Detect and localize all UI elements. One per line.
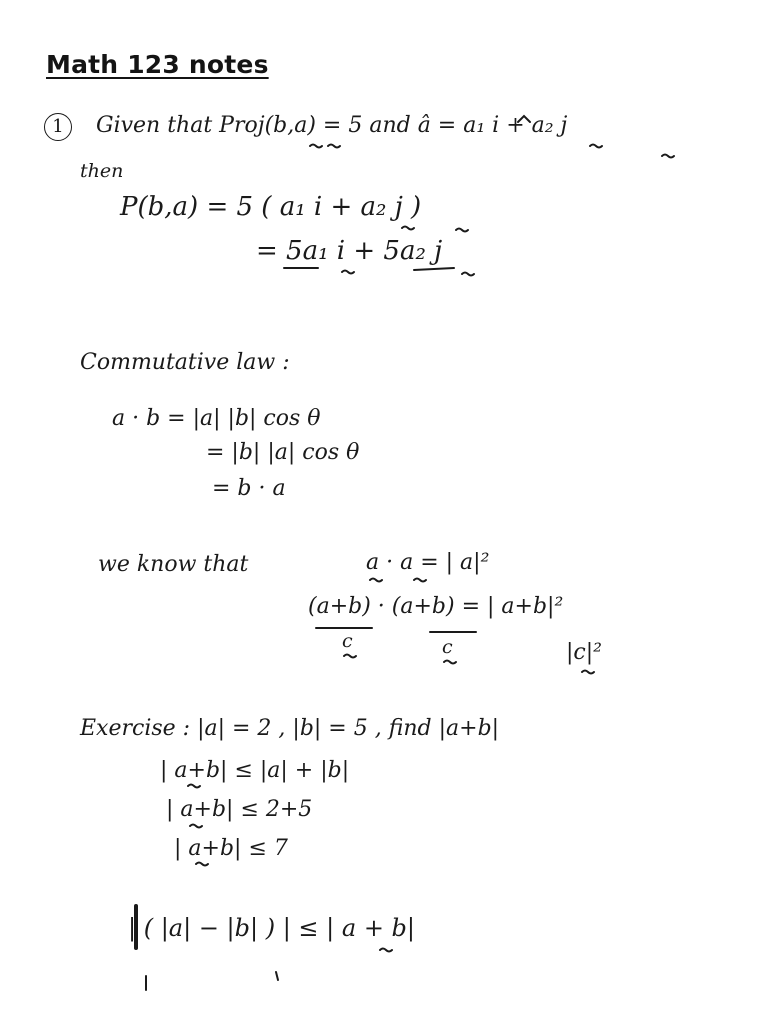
underline-5a2 (414, 268, 454, 270)
tilde-ex-1 (188, 785, 200, 788)
exercise-heading: Exercise : |a| = 2 , |b| = 5 , find |a+b| (80, 716, 500, 741)
tilde-i-step1 (402, 227, 414, 230)
tilde-ex-4 (380, 949, 392, 952)
tilde-i (590, 145, 602, 148)
exercise-line-1: | a+b| ≤ |a| + |b| (160, 758, 350, 783)
exercise-line-3: | a+b| ≤ 7 (174, 836, 288, 861)
know-c-modulus: |c|² (566, 640, 602, 665)
tilde-know-a2 (414, 579, 426, 582)
page-title: Math 123 notes (46, 50, 269, 79)
tilde-i-step2 (342, 271, 354, 274)
tilde-j (662, 155, 674, 158)
know-c-right: c (442, 636, 453, 658)
know-c-left: c (342, 630, 353, 652)
problem-step-2: = 5a₁ i + 5a₂ j (256, 236, 443, 266)
tilde-b (310, 145, 322, 148)
tilde-c-mod (582, 671, 594, 674)
commutative-line-2: = |b| |a| cos θ (206, 440, 360, 465)
problem-step-1: P(b,a) = 5 ( a₁ i + a₂ j ) (120, 192, 422, 222)
know-equation-1: a · a = | a|² (366, 550, 490, 575)
tilde-ex-3 (196, 863, 208, 866)
commutative-heading: Commutative law : (80, 350, 290, 375)
know-intro: we know that (98, 552, 249, 577)
exercise-line-2: | a+b| ≤ 2+5 (166, 797, 313, 822)
commutative-line-3: = b · a (212, 476, 286, 501)
tilde-c-left (344, 655, 356, 658)
tilde-a (328, 145, 340, 148)
tilde-ex-2 (190, 825, 202, 828)
tilde-j-step2 (462, 273, 474, 276)
tilde-j-step1 (456, 229, 468, 232)
tilde-c-right (444, 661, 456, 664)
exercise-line-4: | ( |a| − |b| ) | ≤ | a + b| (128, 914, 416, 942)
tilde-know-a1 (370, 579, 382, 582)
problem-given-line: Given that Proj(b,a) = 5 and â = a₁ i + a₂ j (96, 113, 568, 138)
problem-then-word: then (80, 160, 124, 182)
commutative-line-1: a · b = |a| |b| cos θ (112, 406, 321, 431)
know-equation-2: (a+b) · (a+b) = | a+b|² (308, 594, 564, 619)
cut-mark-2 (276, 972, 278, 980)
problem-number-circle: 1 (44, 113, 72, 141)
